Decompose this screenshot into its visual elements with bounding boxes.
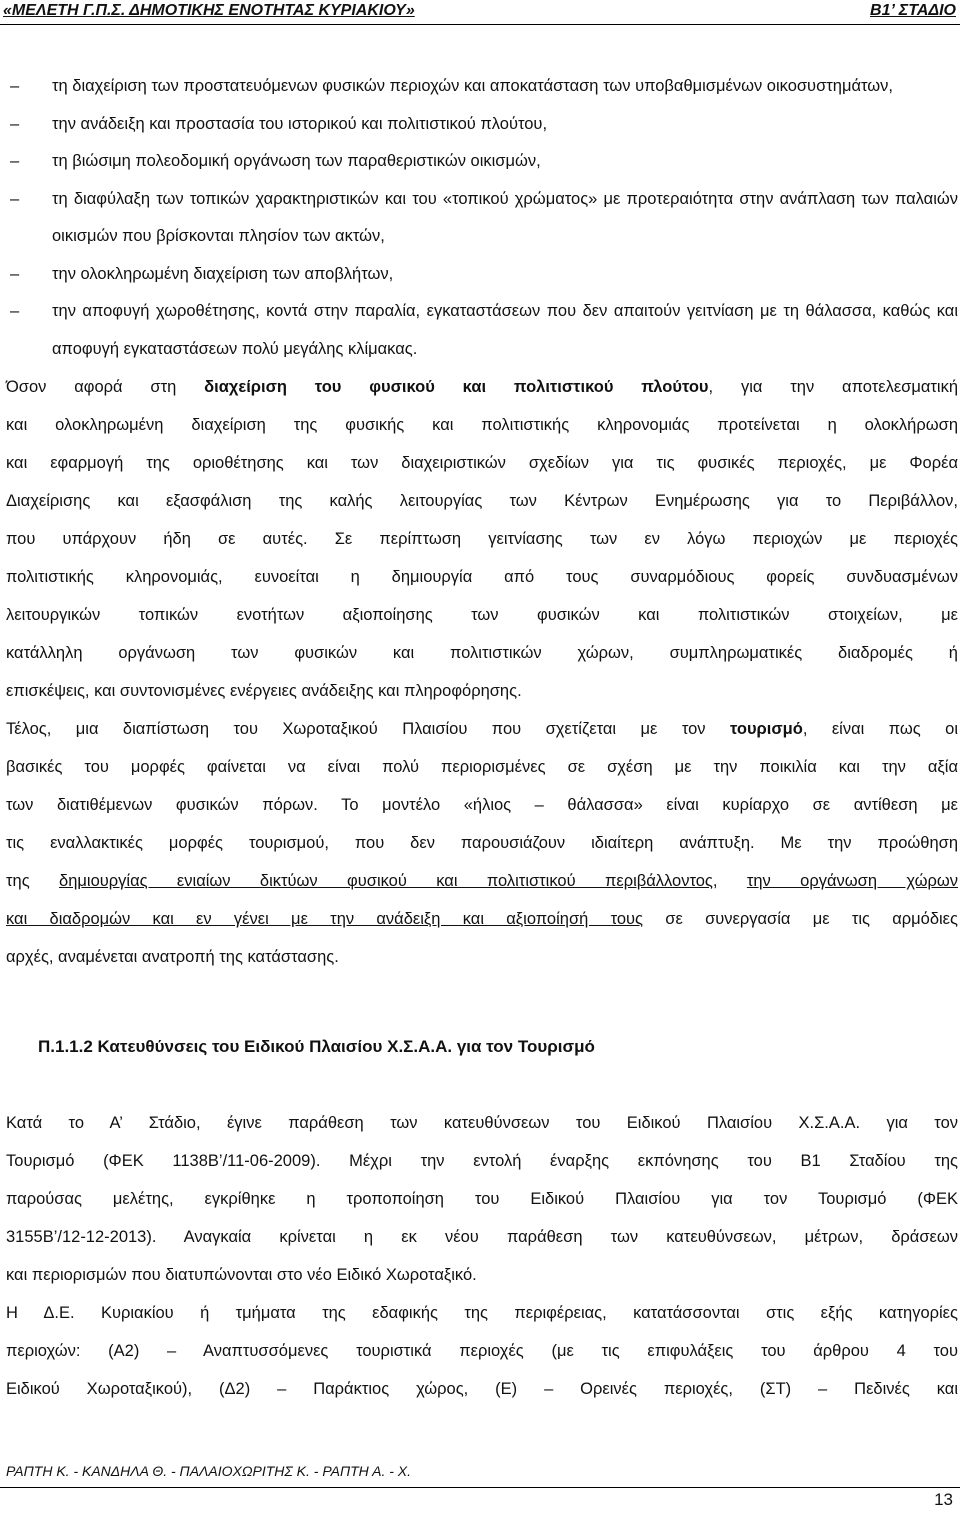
document-body bbox=[8, 68, 958, 1408]
underlined-phrase: και διαδρομών και εν γένει με την ανάδειξη και αξιοποίησή τους bbox=[6, 910, 644, 928]
list-item: – τη βιώσιμη πολεοδομική οργάνωση των παραθεριστικών οικισμών, bbox=[8, 143, 958, 181]
paragraph-natural-cultural: Όσον αφορά στη διαχείριση του φυσικού και πολιτιστικού πλούτου, για την αποτελεσματική και ολοκληρωμένη διαχείριση της φυσικής και πολιτιστικής κληρονομιάς προτείνεται η ολοκλήρωση και εφαρμογή της οριοθέτησης και των διαχειριστικών σχεδίων για τις φυσικές περιοχές, με Φορέα Διαχείρισης και εξασφάλιση της καλής λειτουργίας των Κέντρων Ενημέρωσης για το Περιβάλλον, που υπάρχουν ήδη σε αυτές. Σε περίπτωση γειτνίασης των εν λόγω περιοχών με περιοχές πολιτιστικής κληρονομιάς, ευνοείται η δημιουργία από τους συναρμόδιους φορείς συνδυασμένων λειτουργικών τοπικών ενοτήτων αξιοποίησης των φυσικών και πολιτιστικών στοιχείων, με κατάλληλη οργάνωση των φυσικών και πολιτιστικών χώρων, συμπληρωματικές διαδρομές ή επισκέψεις, και συντονισμένες ενέργειες ανάδειξης και πληροφόρησης. bbox=[6, 378, 959, 700]
dash-bullet: – bbox=[10, 264, 20, 283]
list-item: – την ολοκληρωμένη διαχείριση των αποβλήτων, bbox=[8, 256, 958, 294]
paragraph-area-categories: Η Δ.Ε. Κυριακίου ή τμήματα της εδαφικής της περιφέρειας, κατατάσσονται στις εξής κατηγορίες περιοχών: (Α2) – Αναπτυσσόμενες τουριστικά περιοχές (με τις επιφυλάξεις του άρθρου 4 του Ειδικού Χωροταξικού), (Δ2) – Παράκτιος χώρος, (Ε) – Ορεινές περιοχές, (ΣΤ) – Πεδινές και bbox=[6, 1304, 958, 1398]
bullet-list bbox=[8, 68, 958, 368]
underlined-phrase: την οργάνωση χώρων bbox=[746, 872, 959, 890]
paragraph-tourism: Τέλος, μια διαπίστωση του Χωροταξικού Πλαισίου που σχετίζεται με τον τουρισμό, είναι πως οι βασικές του μορφές φαίνεται να είναι πολύ περιορισμένες σε σχέση με την ποικιλία και την αξία των διατιθέμενων φυσικών πόρων. Το μοντέλο «ήλιος – θάλασσα» είναι κυρίαρχο σε αντίθεση με τις εναλλακτικές μορφές τουρισμού, που δεν παρουσιάζουν ιδιαίτερη ανάπτυξη. Με την προώθηση της δημιουργίας ενιαίων δικτύων φυσικού και πολιτιστικού περιβάλλοντος, την οργάνωση χώρων και διαδρομών και εν γένει με την ανάδειξη και αξιοποίησή τους σε συνεργασία με τις αρμόδιες αρχές, αναμένεται ανατροπή της κατάστασης. bbox=[6, 720, 959, 966]
list-item: – τη διαχείριση των προστατευόμενων φυσικών περιοχών και αποκατάσταση των υποβαθμισμένων οικοσυστημάτων, bbox=[8, 68, 958, 106]
dash-bullet: – bbox=[10, 302, 20, 320]
list-item: – τη διαφύλαξη των τοπικών χαρακτηριστικών και του «τοπικού χρώματος» με προτεραιότητα στην ανάπλαση των παλαιών οικισμών που βρίσκονται πλησίον των ακτών, bbox=[8, 181, 958, 256]
footer-authors: ΡΑΠΤΗ Κ. - ΚΑΝΔΗΛΑ Θ. - ΠΑΛΑΙΟΧΩΡΙΤΗΣ Κ. - ΡΑΠΤΗ Α. - Χ. bbox=[6, 1463, 412, 1479]
header-rule bbox=[0, 24, 960, 25]
spacer bbox=[8, 976, 958, 1028]
section-heading: Π.1.1.2 Κατευθύνσεις του Ειδικού Πλαισίου Χ.Σ.Α.Α. για τον Τουρισμό bbox=[38, 1037, 595, 1056]
dash-bullet: – bbox=[10, 114, 20, 133]
bold-term: τουρισμό bbox=[729, 720, 803, 738]
header-stage: Β1’ ΣΤΑΔΙΟ bbox=[870, 2, 956, 19]
underlined-phrase: δημιουργίας ενιαίων δικτύων φυσικού και πολιτιστικού περιβάλλοντος bbox=[59, 872, 713, 890]
list-item: – την αποφυγή χωροθέτησης, κοντά στην παραλία, εγκαταστάσεων που δεν απαιτούν γειτνίαση με τη θάλασσα, καθώς και αποφυγή εγκαταστάσεων πολύ μεγάλης κλίμακας. bbox=[8, 293, 958, 368]
bold-term: διαχείριση του φυσικού και πολιτιστικού πλούτου bbox=[204, 378, 709, 396]
spacer bbox=[8, 1066, 958, 1104]
page-header bbox=[0, 0, 960, 26]
footer-rule bbox=[0, 1487, 960, 1488]
list-item: – την ανάδειξη και προστασία του ιστορικού και πολιτιστικού πλούτου, bbox=[8, 106, 958, 144]
paragraph-special-framework: Κατά το Α’ Στάδιο, έγινε παράθεση των κατευθύνσεων του Ειδικού Πλαισίου Χ.Σ.Α.Α. για τον Τουρισμό (ΦΕΚ 1138Β’/11-06-2009). Μέχρι την εντολή έναρξης εκπόνησης του Β1 Σταδίου της παρούσας μελέτης, εγκρίθηκε η τροποποίηση του Ειδικού Πλαισίου για τον Τουρισμό (ΦΕΚ 3155Β’/12-12-2013). Αναγκαία κρίνεται η εκ νέου παράθεση των κατευθύνσεων, μέτρων, δράσεων και περιορισμών που διατυπώνονται στο νέο Ειδικό Χωροταξικό. bbox=[6, 1114, 958, 1284]
header-title: «ΜΕΛΕΤΗ Γ.Π.Σ. ΔΗΜΟΤΙΚΗΣ ΕΝΟΤΗΤΑΣ ΚΥΡΙΑΚΙΟΥ» bbox=[3, 2, 415, 19]
dash-bullet: – bbox=[10, 77, 20, 95]
dash-bullet: – bbox=[10, 152, 20, 170]
dash-bullet: – bbox=[10, 189, 20, 208]
page-number: 13 bbox=[934, 1490, 953, 1509]
